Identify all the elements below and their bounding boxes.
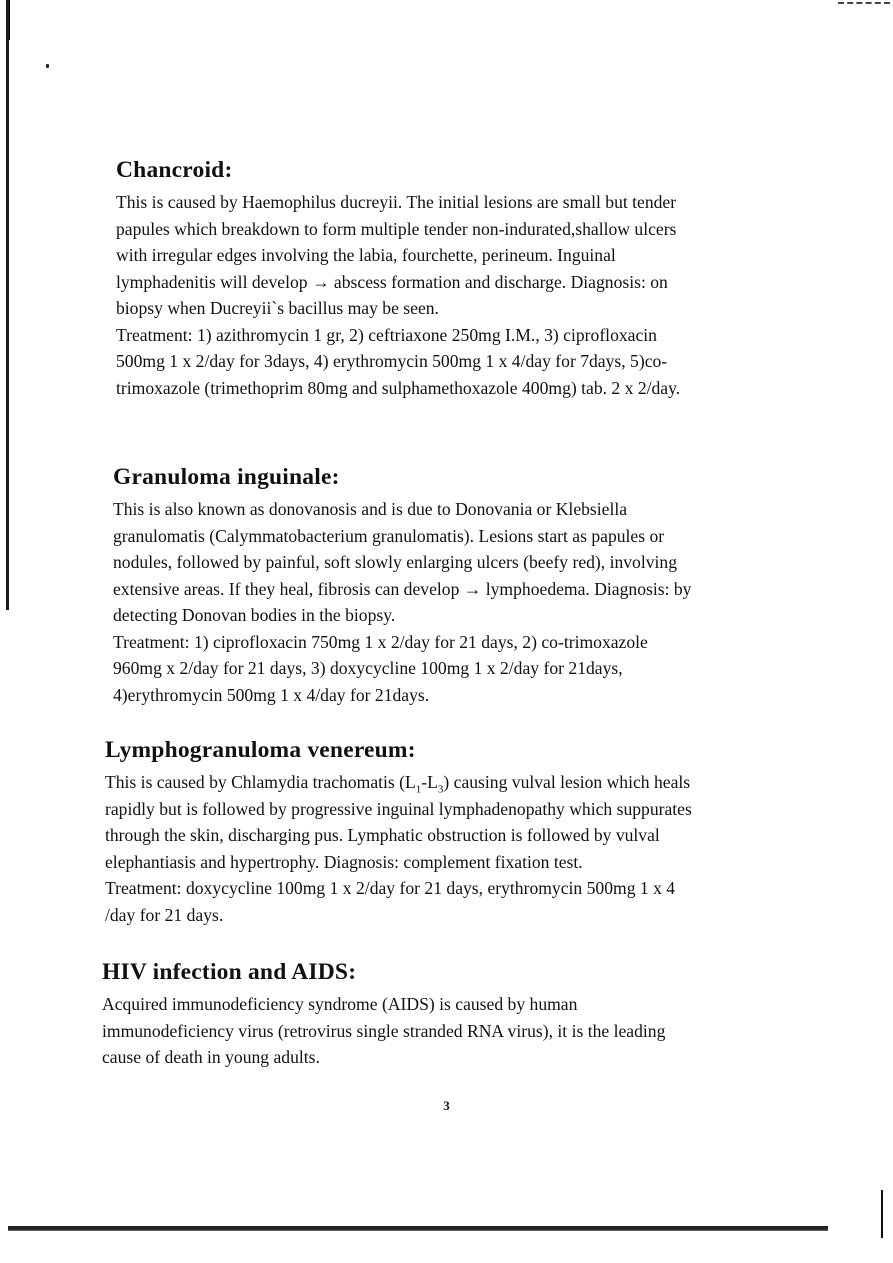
- section-granuloma-inguinale: [113, 462, 803, 708]
- section-heading: Chancroid:: [116, 157, 233, 183]
- section-body: This is caused by Haemophilus ducreyii. The initial lesions are small but tender papules which breakdown to form multiple tender non-indurated,shallow ulcers with irregular edges involving the labia, fourchette, perineum. Inguinal lymphadenitis will develop → abscess formation and discharge. Diagnosis: on biopsy when Ducreyii`s bacillus may be seen.: [116, 192, 677, 318]
- section-treatment: Treatment: 1) azithromycin 1 gr, 2) ceftriaxone 250mg I.M., 3) ciprofloxacin 500mg 1 x 2/day for 3days, 4) erythromycin 500mg 1 x 4/day for 7days, 5)co- trimoxazole (trimethoprim 80mg and sulphamethoxazole 400mg) tab. 2 x 2/day.: [116, 324, 681, 398]
- scan-edge-artifact: [881, 1190, 883, 1238]
- section-body: [105, 769, 795, 875]
- subscript: 1: [415, 783, 422, 796]
- section-body: This is also known as donovanosis and is due to Donovania or Klebsiella granulomatis (Calymmatobacterium granulomatis). Lesions start as papules or nodules, followed by painful, soft slowly enlarging ulcers (beefy red), involving extensive areas. If they heal, fibrosis can develop → lymphoedema. Diagnosis: by detecting Donovan bodies in the biopsy.: [113, 499, 692, 625]
- section-body: Acquired immunodeficiency syndrome (AIDS) is caused by human immunodeficiency virus (retrovirus single stranded RNA virus), it is the leading cause of death in young adults.: [102, 994, 666, 1067]
- page-number: 3: [443, 1098, 450, 1113]
- body-text: -L: [421, 772, 438, 792]
- body-text: ) causing vulval lesion which heals rapidly but is followed by progressive inguinal lymphadenopathy which suppurates through the skin, discharging pus. Lymphatic obstruction is followed by vulval elephantiasis and hypertrophy. Diagnosis: complement fixation test.: [105, 772, 692, 872]
- section-heading: Granuloma inguinale:: [113, 464, 340, 490]
- body-text: This is caused by Chlamydia trachomatis (L: [105, 772, 416, 792]
- scan-dot-artifact: [46, 64, 49, 68]
- section-heading: Lymphogranuloma venereum:: [105, 737, 416, 763]
- scan-edge-artifact: [838, 2, 890, 6]
- scan-edge-artifact: [6, 0, 9, 610]
- scan-bottom-artifact: [8, 1226, 828, 1231]
- section-hiv-aids: [102, 957, 792, 1071]
- subscript: 3: [437, 783, 444, 796]
- section-lymphogranuloma-venereum: [105, 735, 795, 928]
- section-treatment: Treatment: 1) ciprofloxacin 750mg 1 x 2/day for 21 days, 2) co-trimoxazole 960mg x 2/day for 21 days, 3) doxycycline 100mg 1 x 2/day for 21days, 4)erythromycin 500mg 1 x 4/day for 21days.: [113, 631, 648, 705]
- section-treatment: Treatment: doxycycline 100mg 1 x 2/day for 21 days, erythromycin 500mg 1 x 4 /day for 21 days.: [105, 878, 676, 925]
- section-heading: HIV infection and AIDS:: [102, 959, 357, 985]
- section-chancroid: [116, 155, 806, 401]
